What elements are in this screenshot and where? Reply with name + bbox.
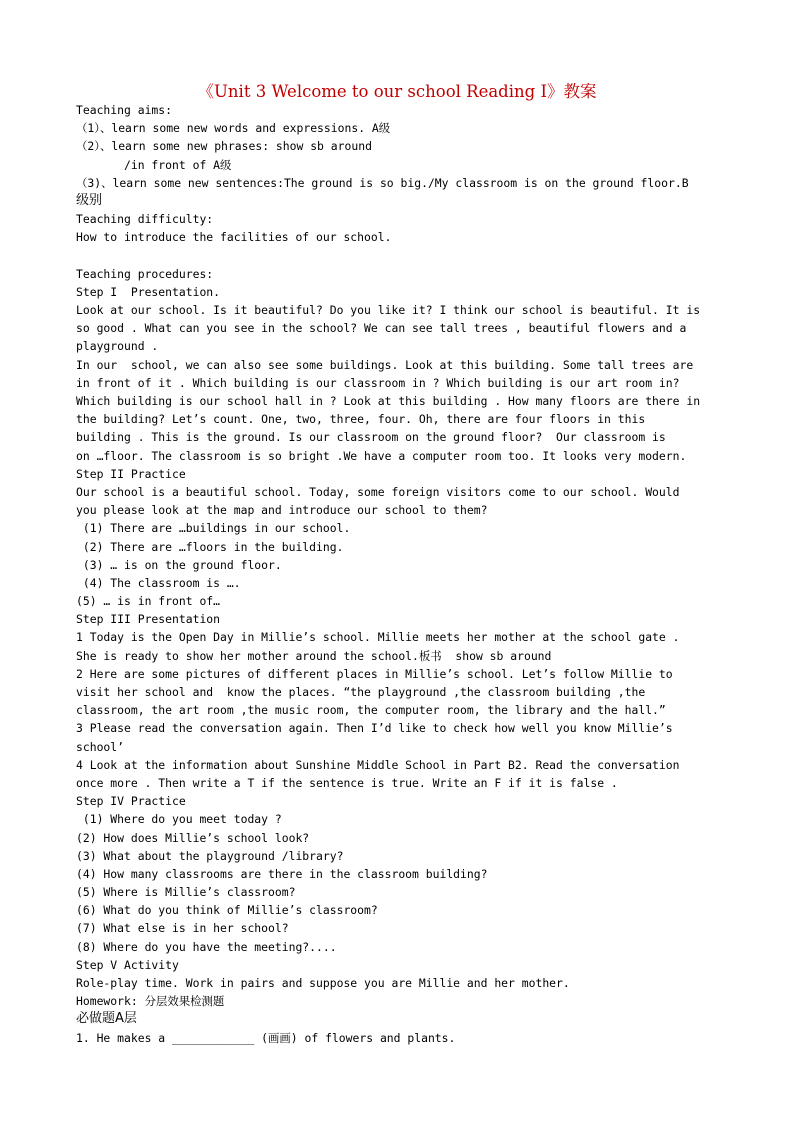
text-line: 1 Today is the Open Day in Millie’s school. Millie meets her mother at the school gate . — [76, 630, 680, 645]
text-line: 3 Please read the conversation again. Then I’d like to check how well you know Millie’s — [76, 721, 673, 736]
document-body — [76, 101, 736, 1047]
text-line: Step V Activity — [76, 957, 179, 972]
text-line: (1) Where do you meet today ? — [76, 812, 282, 827]
text-line: (5) … is in front of… — [76, 594, 221, 609]
text-line: (4) The classroom is …. — [76, 575, 241, 590]
document-title: 《Unit 3 Welcome to our school Reading I》教案 — [197, 82, 597, 101]
text-line: (8) Where do you have the meeting?.... — [76, 939, 337, 954]
text-line: you please look at the map and introduce our school to them? — [76, 503, 488, 518]
text-line: (3) What about the playground /library? — [76, 848, 344, 863]
text-line: 1. He makes a ____________ (画画) of flowers and plants. — [76, 1030, 456, 1045]
text-line: （3)、learn some new sentences:The ground is so big./My classroom is on the ground floor.B — [76, 175, 689, 190]
text-line: (4) How many classrooms are there in the classroom building? — [76, 866, 488, 881]
text-line: building . This is the ground. Is our classroom on the ground floor? Our classroom is — [76, 430, 666, 445]
text-line: Step IV Practice — [76, 794, 186, 809]
text-line: Teaching procedures: — [76, 266, 214, 281]
text-line: 级别 — [76, 192, 103, 208]
text-line: the building? Let’s count. One, two, three, four. Oh, there are four floors in this — [76, 412, 646, 427]
text-line: once more . Then write a T if the sentence is true. Write an F if it is false . — [76, 775, 618, 790]
text-line: Our school is a beautiful school. Today, some foreign visitors come to our school. Would — [76, 484, 680, 499]
text-line — [76, 247, 736, 265]
text-line: school’ — [76, 739, 125, 754]
text-line: Which building is our school hall in ? Look at this building . How many floors are there in — [76, 394, 701, 408]
text-line: on …floor. The classroom is so bright .We have a computer room too. It looks very modern. — [76, 448, 687, 463]
text-line: How to introduce the facilities of our school. — [76, 230, 392, 245]
text-line: (2) How does Millie’s school look? — [76, 830, 310, 845]
text-line: 必做题A层 — [76, 1011, 137, 1027]
text-line: Teaching aims: — [76, 103, 173, 117]
text-line: She is ready to show her mother around the school.板书 show sb around — [76, 648, 552, 663]
text-line: 2 Here are some pictures of different places in Millie’s school. Let’s follow Millie to — [76, 666, 673, 681]
text-line: so good . What can you see in the school? We can see tall trees , beautiful flowers and a — [76, 321, 687, 336]
text-line: Role-play time. Work in pairs and suppose you are Millie and her mother. — [76, 976, 570, 990]
text-line: In our school, we can also see some buildings. Look at this building. Some tall trees are — [76, 357, 694, 372]
text-line: Step I Presentation. — [76, 284, 221, 299]
text-line: (6) What do you think of Millie’s classroom? — [76, 903, 378, 918]
text-line: (1) There are …buildings in our school. — [76, 521, 351, 536]
text-line: (7) What else is in her school? — [76, 921, 289, 936]
text-line: in front of it . Which building is our classroom in ? Which building is our art room in? — [76, 375, 680, 390]
text-line: Step III Presentation — [76, 612, 221, 627]
text-line: 4 Look at the information about Sunshine Middle School in Part B2. Read the conversation — [76, 757, 680, 772]
text-line: playground . — [76, 339, 159, 354]
text-line: （2）、learn some new phrases: show sb around — [76, 139, 372, 154]
text-line: （1）、learn some new words and expressions. A级 — [76, 121, 391, 136]
text-line: (5) Where is Millie’s classroom? — [76, 885, 296, 900]
text-line: Look at our school. Is it beautiful? Do you like it? I think our school is beautiful. It is — [76, 303, 701, 318]
text-line: Step II Practice — [76, 466, 186, 481]
text-line: Teaching difficulty: — [76, 212, 214, 227]
text-line: /in front of A级 — [76, 157, 232, 172]
text-line: visit her school and know the places. “the playground ,the classroom building ,the — [76, 685, 646, 699]
text-line: Homework: 分层效果检测题 — [76, 994, 225, 1009]
text-line: classroom, the art room ,the music room, the computer room, the library and the hall.” — [76, 703, 666, 718]
text-line: (3) … is on the ground floor. — [76, 557, 282, 572]
text-line: (2) There are …floors in the building. — [76, 539, 344, 554]
